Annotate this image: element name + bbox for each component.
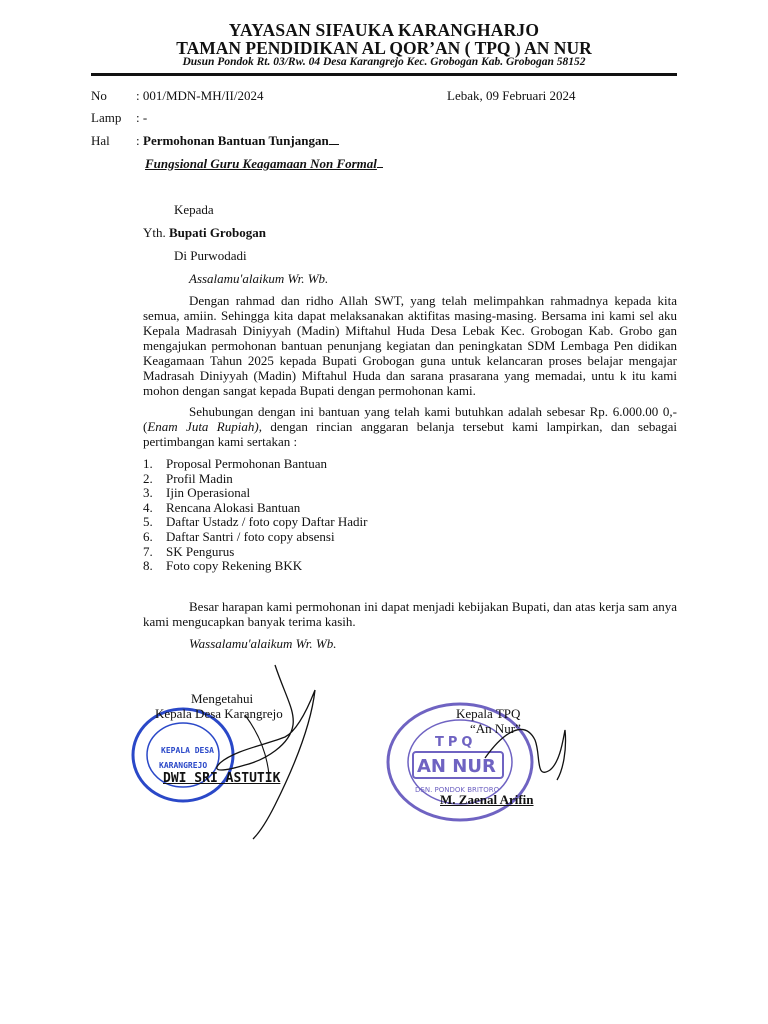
recipient-name-line: Yth. Bupati Grobogan xyxy=(143,225,266,240)
lamp-label: Lamp xyxy=(91,110,122,125)
hal-colon: : xyxy=(136,133,140,148)
subject-line-1: Permohonan Bantuan Tunjangan xyxy=(143,133,339,148)
letterhead-address: Dusun Pondok Rt. 03/Rw. 04 Desa Karangrejo Kec. Grobogan Kab. Grobogan 58152 xyxy=(182,56,586,68)
left-signature-title-1: Mengetahui xyxy=(191,691,254,706)
list-item: 8. Foto copy Rekening BKK xyxy=(143,558,303,574)
amount-in-words: Enam Juta Rupiah) xyxy=(147,419,259,434)
letter-date: Lebak, 09 Februari 2024 xyxy=(447,88,576,103)
list-item: 6. Daftar Santri / foto copy absensi xyxy=(143,528,335,544)
letterhead-school: TAMAN PENDIDIKAN AL QOR’AN ( TPQ ) AN NUR xyxy=(176,38,592,58)
stamp-center-text-2: KARANGREJO xyxy=(159,761,208,770)
letterhead-rule xyxy=(91,73,677,76)
left-signature-title-2: Kepala Desa Karangrejo xyxy=(155,706,283,721)
list-item: 7. SK Pengurus xyxy=(143,543,235,559)
stamp-sub-text: DSN. PONDOK BRITORO xyxy=(415,786,500,794)
stamp-tpq-text: TPQ xyxy=(435,735,477,750)
body-paragraph-2: Sehubungan dengan ini bantuan yang telah kami butuhkan adalah sebesar Rp. 6.000.00 0,- (Enam Juta Rupiah), dengan rincian anggaran belanja tersebut kami lampirkan, dan sebagai pertimbangan kami sertakan : xyxy=(143,404,677,449)
closing: Wassalamu'alaikum Wr. Wb. xyxy=(189,636,337,651)
letterhead-org: YAYASAN SIFAUKA KARANGHARJO xyxy=(228,20,540,40)
list-item: 4. Rencana Alokasi Bantuan xyxy=(143,499,301,515)
recipient-name: Bupati Grobogan xyxy=(169,225,266,240)
no-label: No xyxy=(91,88,107,103)
recipient-kepada: Kepada xyxy=(174,202,214,217)
village-stamp xyxy=(125,655,325,845)
body-paragraph-3: Besar harapan kami permohonan ini dapat menjadi kebijakan Bupati, dan atas kerja sam anya kami mengucapkan banyak terima kasih. xyxy=(143,599,677,629)
right-signature-title-2: “An Nur” xyxy=(470,721,521,736)
list-item: 5. Daftar Ustadz / foto copy Daftar Hadir xyxy=(143,514,368,530)
recipient-place: Di Purwodadi xyxy=(174,248,247,263)
body-paragraph-1: Dengan rahmad dan ridho Allah SWT, yang telah melimpahkan rahmadnya kepada kita semua, amiin. Sehingga kita dapat melaksanakan aktifitas masing-masing. Bersama ini kami sel aku Kepala Madrasah Diniyyah (Madin) Miftahul Huda Desa Lebak Kec. Grobogan Kab. Grobo gan mengajukan permohonan bantuan penunjang kegiatan dan peningkatan SDM Lembaga Pen didikan Keagamaan Tahun 2025 kepada Bupati Grobogan guna untuk kelancaran proses belajar mengajar Madrasah Diniyyah (Madin) Miftahul Huda dan sarana prasarana yang memadai, untu k itu kami mohon dengan sangat kepada Bupati dengan permohonan kami. xyxy=(143,293,677,398)
no-value: : 001/MDN-MH/II/2024 xyxy=(136,88,264,103)
list-item: 2. Profil Madin xyxy=(143,470,233,486)
attachment-list xyxy=(143,457,677,574)
hal-label: Hal xyxy=(91,133,110,148)
left-signatory-name: DWI SRI ASTUTIK xyxy=(163,771,281,786)
list-item: 3. Ijin Operasional xyxy=(143,485,251,501)
subject-line-2: Fungsional Guru Keagamaan Non Formal xyxy=(145,156,383,171)
stamp-annur-text: AN NUR xyxy=(417,756,496,777)
right-signatory-name: M. Zaenal Arifin xyxy=(440,792,534,807)
list-item: 1. Proposal Permohonan Bantuan xyxy=(143,456,328,471)
right-signature-title-1: Kepala TPQ xyxy=(456,706,521,721)
greeting: Assalamu'alaikum Wr. Wb. xyxy=(189,271,329,286)
stamp-center-text-1: KEPALA DESA xyxy=(161,746,214,755)
lamp-value: : - xyxy=(136,110,148,125)
